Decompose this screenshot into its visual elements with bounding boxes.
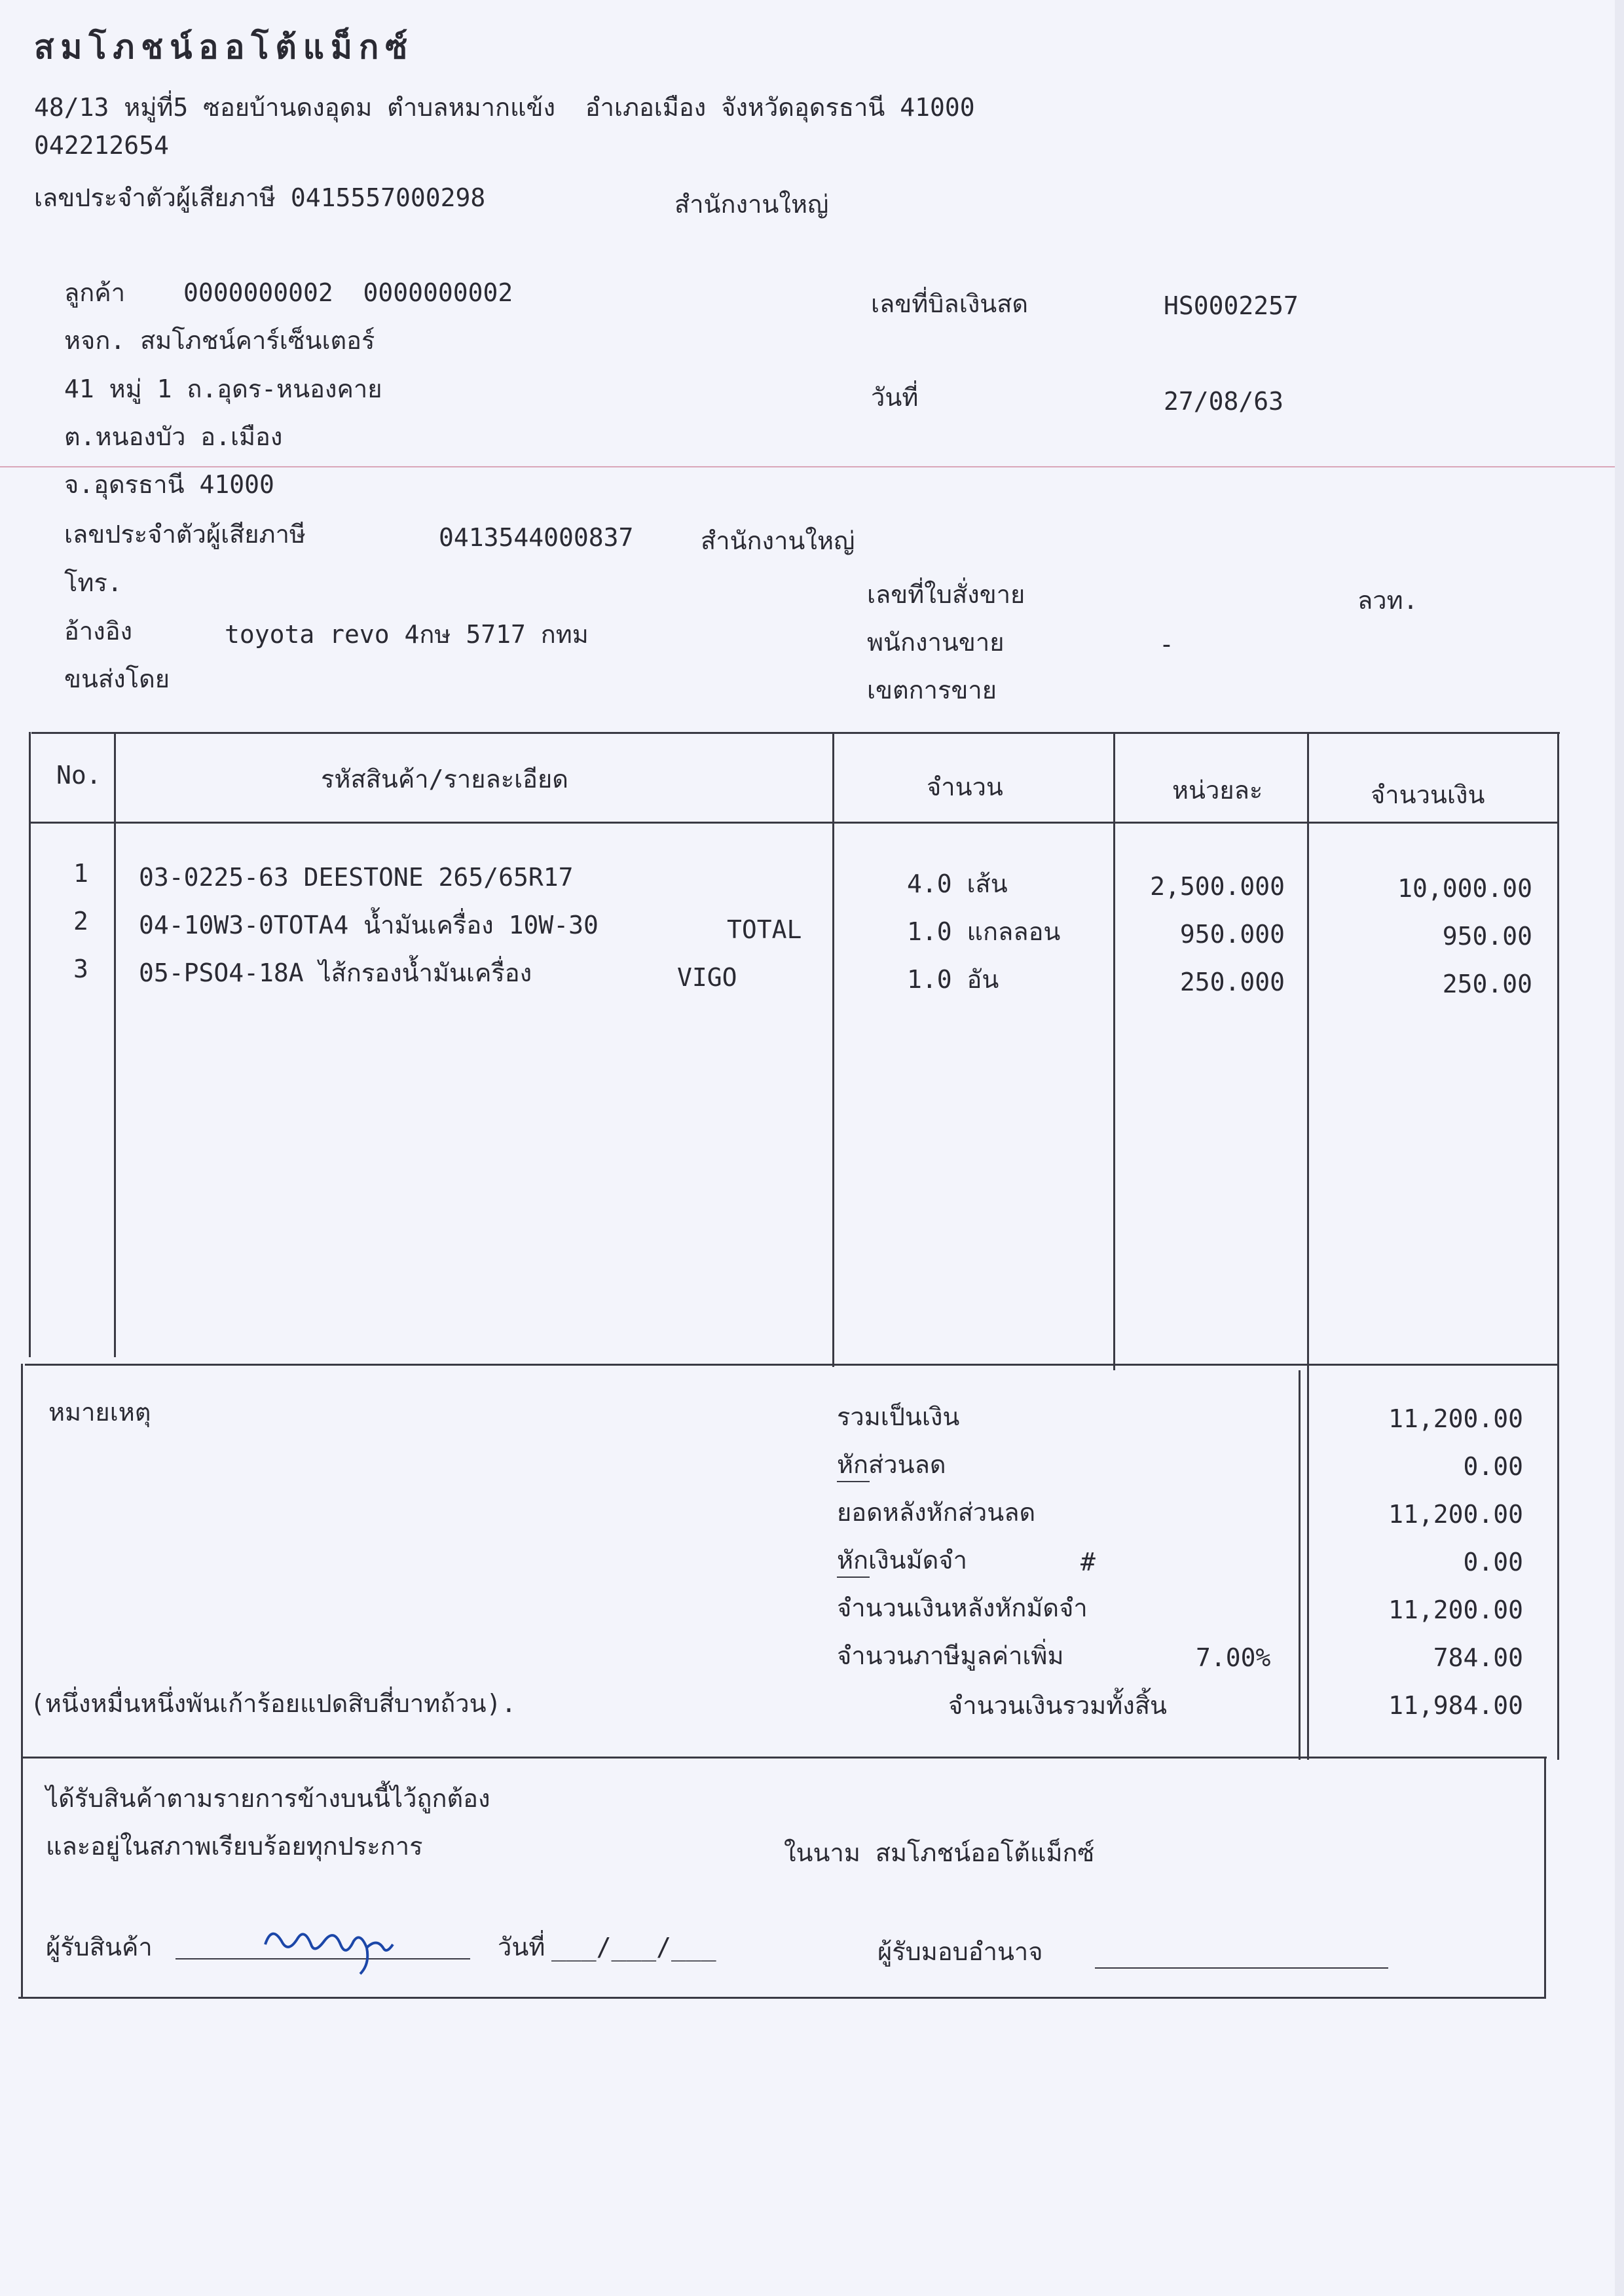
receipt-statement-1: ได้รับสินค้าตามรายการข้างบนนี้ไว้ถูกต้อง (46, 1784, 490, 1813)
table-col-divider-3 (1113, 732, 1115, 1370)
customer-label: ลูกค้า (64, 278, 126, 307)
customer-address-2: ต.หนองบัว อ.เมือง (64, 422, 283, 451)
row-2-quantity: 1.0 แกลลอน (907, 917, 1061, 946)
page-guide-line (0, 466, 1624, 467)
header-no: No. (56, 761, 101, 790)
row-1-amount: 10,000.00 (1397, 874, 1532, 903)
row-2-extra: TOTAL (727, 915, 802, 944)
discount-label: หักส่วนลด (837, 1450, 946, 1479)
deposit-value: 0.00 (1463, 1548, 1523, 1576)
grand-total-label: จำนวนเงินรวมทั้งสิ้น (948, 1691, 1167, 1720)
bill-number-label: เลขที่บิลเงินสด (871, 289, 1029, 318)
header-unit-price: หน่วยละ (1172, 776, 1263, 805)
footer-right-border (1544, 1757, 1546, 1999)
row-3-description: 05-PSO4-18A ไส้กรองน้ำมันเครื่อง (139, 958, 532, 987)
company-name: สมโภชน์ออโต้แม็กซ์ (34, 28, 415, 66)
customer-address-3: จ.อุดรธานี 41000 (64, 470, 274, 499)
vat-rate: 7.00% (1196, 1643, 1271, 1672)
receive-date-blank: ___/___/___ (551, 1933, 716, 1961)
order-number-label: เลขที่ใบสั่งขาย (867, 580, 1025, 609)
table-right-border (1557, 732, 1559, 1760)
receiver-label: ผู้รับสินค้า (46, 1933, 153, 1961)
discount-value: 0.00 (1463, 1452, 1523, 1481)
discount-underline (837, 1481, 870, 1482)
customer-tax-label: เลขประจำตัวผู้เสียภาษี (64, 520, 306, 549)
after-deposit-label: จำนวนเงินหลังหักมัดจำ (837, 1594, 1088, 1622)
row-3-quantity: 1.0 อัน (907, 965, 999, 994)
row-2-description: 04-10W3-0TOTA4 น้ำมันเครื่อง 10W-30 (139, 911, 599, 939)
bill-number: HS0002257 (1164, 291, 1299, 320)
reference-value: toyota revo 4กษ 5717 กทม (225, 620, 589, 649)
summary-bottom-border (21, 1757, 1547, 1758)
reference-label: อ้างอิง (64, 617, 133, 646)
customer-codes: 0000000002 0000000002 (183, 278, 513, 307)
row-3-amount: 250.00 (1442, 970, 1532, 998)
row-2-unit-price: 950.000 (1179, 920, 1285, 949)
authorized-label: ผู้รับมอบอำนาจ (877, 1937, 1043, 1966)
sales-area-label: เขตการขาย (867, 676, 997, 704)
table-bottom-border (25, 1364, 1559, 1366)
row-1-quantity: 4.0 เส้น (907, 869, 1008, 898)
row-3-no: 3 (73, 955, 88, 983)
table-col-divider-4 (1307, 732, 1309, 1760)
order-number-suffix: ลวท. (1357, 586, 1418, 615)
on-behalf-label: ในนาม สมโภชน์ออโต้แม็กซ์ (784, 1838, 1095, 1867)
footer-bottom-border (18, 1997, 1546, 1999)
salesperson-label: พนักงานขาย (867, 628, 1005, 657)
deposit-hash: # (1080, 1548, 1096, 1576)
remark-label: หมายเหตุ (48, 1398, 151, 1427)
deposit-underline (837, 1576, 870, 1578)
vat-label: จำนวนภาษีมูลค่าเพิ่ม (837, 1641, 1064, 1670)
grand-total-value: 11,984.00 (1388, 1691, 1523, 1720)
row-1-description: 03-0225-63 DEESTONE 265/65R17 (139, 863, 574, 892)
customer-phone-label: โทร. (64, 568, 122, 597)
after-deposit-value: 11,200.00 (1388, 1595, 1523, 1624)
authorized-signature-line (1095, 1967, 1388, 1969)
signature-scribble (262, 1918, 406, 1977)
summary-col-divider (1299, 1370, 1301, 1760)
subtotal-value: 11,200.00 (1388, 1404, 1523, 1433)
subtotal-label: รวมเป็นเงิน (837, 1402, 960, 1431)
salesperson-value: - (1159, 630, 1174, 659)
customer-name: หจก. สมโภชน์คาร์เซ็นเตอร์ (64, 326, 375, 355)
customer-tax-id: 0413544000837 (439, 523, 634, 552)
table-col-divider-2 (832, 732, 834, 1367)
receipt-statement-2: และอยู่ในสภาพเรียบร้อยทุกประการ (46, 1832, 423, 1861)
company-address: 48/13 หมู่ที่5 ซอยบ้านดงอุดม ตำบลหมากแข้ง อำเภอเมือง จังหวัดอุดรธานี 41000 (34, 93, 975, 122)
header-amount: จำนวนเงิน (1371, 780, 1485, 809)
row-3-unit-price: 250.000 (1179, 968, 1285, 996)
row-2-amount: 950.00 (1442, 922, 1532, 951)
row-2-no: 2 (73, 907, 88, 936)
deposit-label: หักเงินมัดจำ (837, 1546, 967, 1575)
receive-date-label: วันที่ (498, 1933, 545, 1961)
shipping-label: ขนส่งโดย (64, 665, 170, 693)
table-left-border (29, 732, 31, 1357)
vat-value: 784.00 (1433, 1643, 1523, 1672)
after-discount-label: ยอดหลังหักส่วนลด (837, 1498, 1036, 1527)
table-col-divider-1 (114, 732, 116, 1357)
receiver-signature (262, 1918, 406, 1987)
bill-date: 27/08/63 (1164, 387, 1284, 416)
paper-edge (1615, 0, 1624, 2296)
customer-branch: สำนักงานใหญ่ (701, 526, 855, 555)
customer-address-1: 41 หมู่ 1 ถ.อุดร-หนองคาย (64, 374, 382, 403)
header-description: รหัสสินค้า/รายละเอียด (321, 765, 568, 793)
after-discount-value: 11,200.00 (1388, 1500, 1523, 1529)
row-1-unit-price: 2,500.000 (1150, 872, 1285, 901)
table-top-border (31, 732, 1560, 734)
bill-date-label: วันที่ (871, 383, 919, 412)
row-1-no: 1 (73, 859, 88, 888)
company-tax-id: เลขประจำตัวผู้เสียภาษี 0415557000298 (34, 183, 486, 212)
row-3-extra: VIGO (677, 963, 737, 992)
summary-left-border (21, 1364, 23, 1999)
table-header-divider (29, 822, 1559, 824)
company-branch: สำนักงานใหญ่ (674, 190, 829, 219)
company-phone: 042212654 (34, 131, 169, 160)
amount-in-words: (หนึ่งหมื่นหนึ่งพันเก้าร้อยแปดสิบสี่บาทถ้วน). (30, 1689, 517, 1718)
header-quantity: จำนวน (927, 773, 1003, 801)
